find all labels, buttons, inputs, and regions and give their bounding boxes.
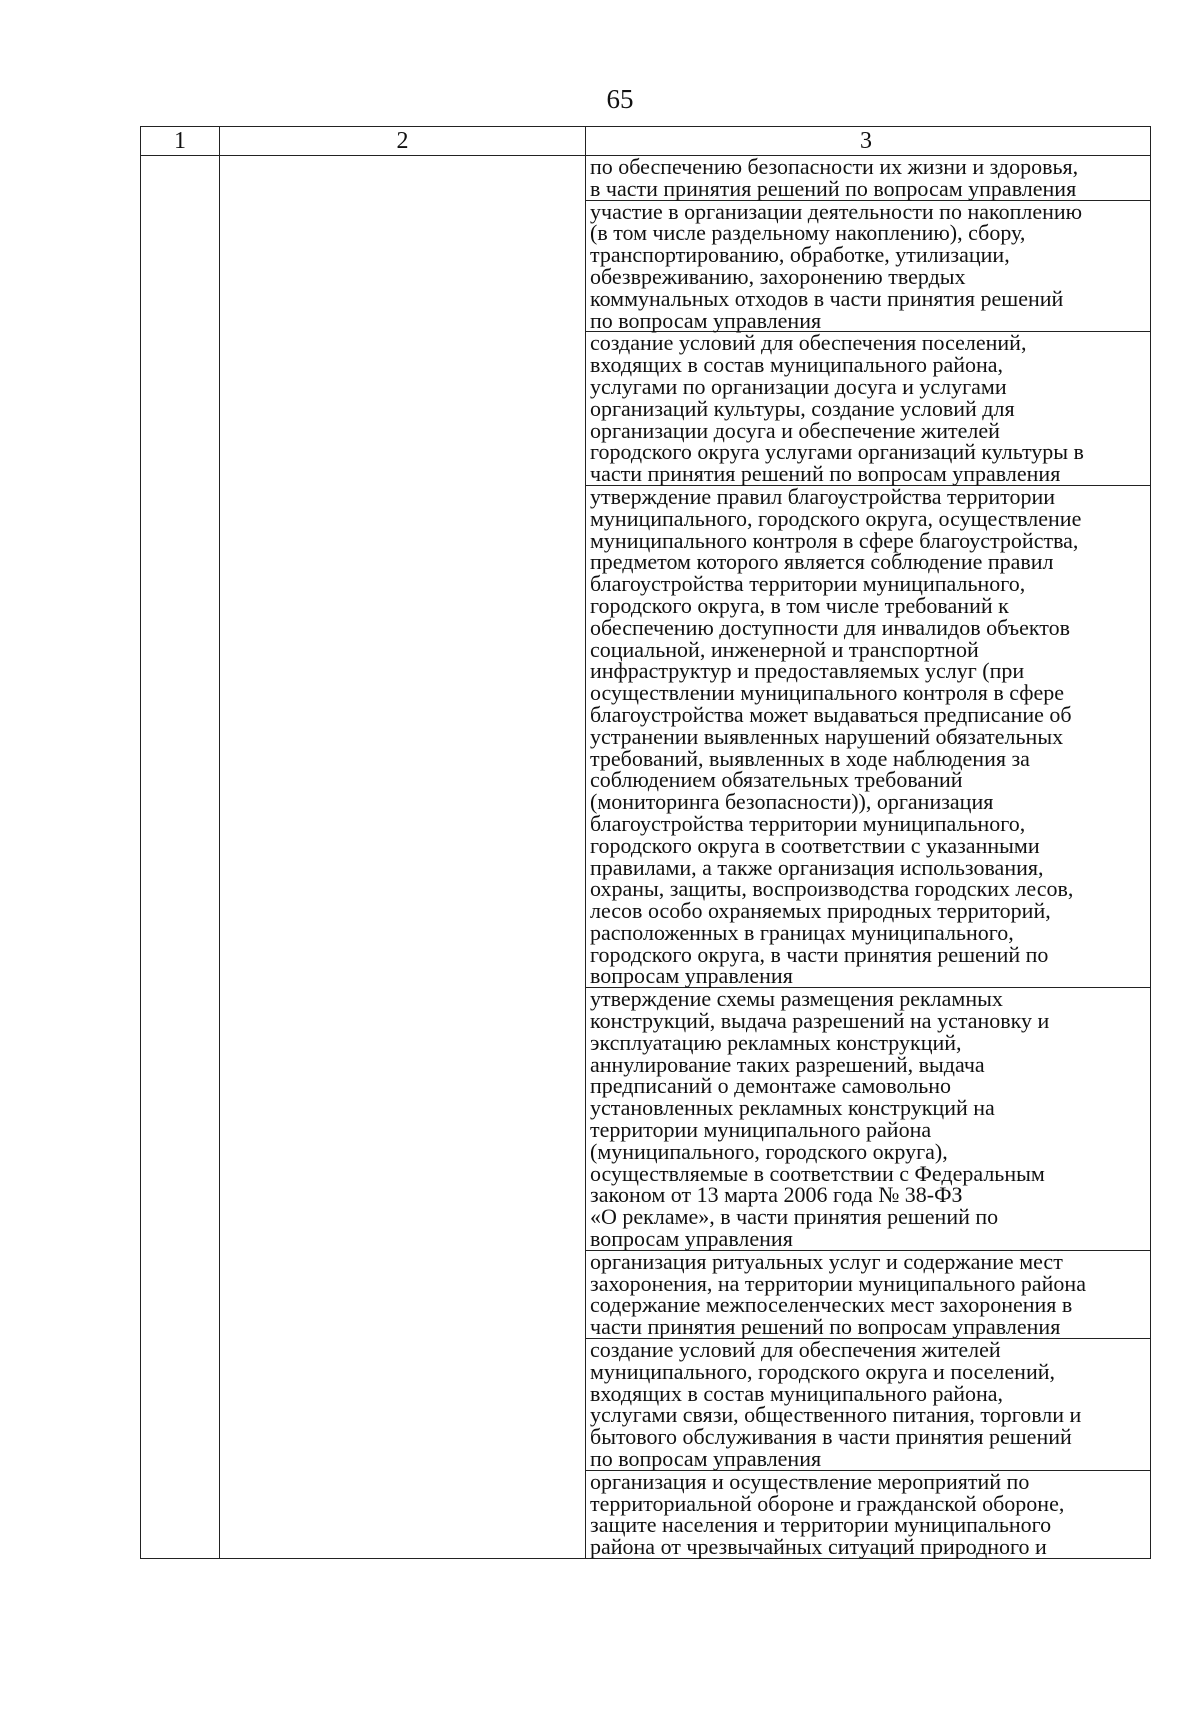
cell-text-line: вопросам управления [590, 1226, 793, 1252]
cell-text-line: благоустройства территории муниципального, [590, 810, 1026, 836]
cell-text-line: входящих в состав муниципального района, [590, 352, 1004, 378]
cell-text-line: территориальной обороне и гражданской обороне, [590, 1490, 1065, 1516]
cell-text-line: городского округа, в том числе требований к [590, 592, 1009, 618]
power-description-cell [586, 1339, 1151, 1471]
cell-text-line: социальной, инженерной и транспортной [590, 636, 979, 662]
cell-text-line: городского округа, в части принятия решений по [590, 941, 1049, 967]
cell-text-line: захоронения, на территории муниципального района [590, 1270, 1086, 1296]
cell-text-line: части принятия решений по вопросам управления [590, 1314, 1061, 1340]
page-number: 65 [606, 84, 634, 114]
cell-text-line: создание условий для обеспечения жителей [590, 1337, 1001, 1363]
cell-text-line: входящих в состав муниципального района, [590, 1380, 1004, 1406]
cell-text-line: организация и осуществление мероприятий по [590, 1468, 1030, 1494]
cell-text-line: эксплуатацию рекламных конструкций, [590, 1029, 962, 1055]
cell-text-line: городского округа в соответствии с указанными [590, 832, 1040, 858]
cell-text-line: по вопросам управления [590, 307, 822, 333]
powers-table [140, 126, 1151, 1559]
cell-text-line: обезвреживанию, захоронению твердых [590, 263, 966, 289]
power-description-cell [586, 200, 1151, 332]
column-header-2: 2 [220, 127, 586, 156]
cell-text-line: организаций культуры, создание условий для [590, 395, 1015, 421]
power-description-cell [586, 988, 1151, 1251]
table-row [141, 156, 1151, 201]
column-header-3: 3 [586, 127, 1151, 156]
cell-text-line: создание условий для обеспечения поселений, [590, 330, 1027, 356]
power-description-cell [586, 332, 1151, 486]
cell-text-line: (в том числе раздельному накоплению), сбору, [590, 220, 1026, 246]
cell-text-line: инфраструктур и предоставляемых услуг (при [590, 658, 1025, 684]
column-2-cell [220, 156, 586, 1559]
cell-text-line: организация ритуальных услуг и содержание мест [590, 1248, 1063, 1274]
cell-text-line: осуществляемые в соответствии с Федеральным [590, 1160, 1045, 1186]
cell-text-line: муниципального контроля в сфере благоустройства, [590, 527, 1079, 553]
cell-text-line: (мониторинга безопасности)), организация [590, 789, 994, 815]
cell-text-line: транспортированию, обработке, утилизации, [590, 242, 1010, 268]
cell-text-line: по вопросам управления [590, 1446, 822, 1472]
cell-text-line: благоустройства территории муниципального, [590, 571, 1026, 597]
cell-text-line: охраны, защиты, воспроизводства городских лесов, [590, 876, 1074, 902]
cell-text-line: содержание межпоселенческих мест захоронения в [590, 1292, 1073, 1318]
cell-text-line: установленных рекламных конструкций на [590, 1095, 995, 1121]
cell-text-line: устранении выявленных нарушений обязательных [590, 723, 1064, 749]
cell-text-line: (муниципального, городского округа), [590, 1138, 948, 1164]
cell-text-line: правилами, а также организация использования, [590, 854, 1044, 880]
column-1-cell [141, 156, 220, 1559]
cell-text-line: района от чрезвычайных ситуаций природного и [590, 1534, 1047, 1560]
cell-text-line: конструкций, выдача разрешений на установку и [590, 1008, 1050, 1034]
cell-text-line: осуществлении муниципального контроля в сфере [590, 680, 1065, 706]
cell-text-line: утверждение правил благоустройства территории [590, 483, 1055, 509]
table-header-row [141, 127, 1151, 156]
cell-text-line: бытового обслуживания в части принятия решений [590, 1424, 1072, 1450]
power-description-cell [586, 1470, 1151, 1558]
cell-text-line: организации досуга и обеспечение жителей [590, 417, 1000, 443]
table-body [141, 156, 1151, 1559]
cell-text-line: вопросам управления [590, 963, 793, 989]
column-header-1: 1 [141, 127, 220, 156]
cell-text-line: предметом которого является соблюдение правил [590, 549, 1054, 575]
cell-text-line: предписаний о демонтаже самовольно [590, 1073, 952, 1099]
cell-text-line: благоустройства может выдаваться предписание об [590, 701, 1072, 727]
cell-text-line: утверждение схемы размещения рекламных [590, 986, 1003, 1012]
cell-text-line: в части принятия решений по вопросам управления [590, 175, 1077, 201]
cell-text-line: услугами по организации досуга и услугами [590, 373, 1007, 399]
cell-text-line: аннулирование таких разрешений, выдача [590, 1051, 985, 1077]
power-description-cell [586, 156, 1151, 201]
cell-text-line: муниципального, городского округа, осуществление [590, 505, 1082, 531]
power-description-cell [586, 485, 1151, 987]
cell-text-line: лесов особо охраняемых природных территорий, [590, 898, 1051, 924]
cell-text-line: городского округа услугами организаций культуры в [590, 439, 1084, 465]
cell-text-line: части принятия решений по вопросам управления [590, 461, 1061, 487]
cell-text-line: участие в организации деятельности по накоплению [590, 198, 1083, 224]
cell-text-line: обеспечению доступности для инвалидов объектов [590, 614, 1070, 640]
cell-text-line: по обеспечению безопасности их жизни и здоровья, [590, 154, 1079, 179]
cell-text-line: «О рекламе», в части принятия решений по [590, 1204, 999, 1230]
cell-text-line: законом от 13 марта 2006 года № 38-ФЗ [590, 1182, 963, 1208]
cell-text-line: коммунальных отходов в части принятия решений [590, 285, 1064, 311]
cell-text-line: соблюдением обязательных требований [590, 767, 963, 793]
power-description-cell [586, 1250, 1151, 1338]
cell-text-line: расположенных в границах муниципального, [590, 919, 1014, 945]
cell-text-line: территории муниципального района [590, 1117, 932, 1143]
cell-text-line: услугами связи, общественного питания, торговли и [590, 1402, 1082, 1428]
cell-text-line: требований, выявленных в ходе наблюдения за [590, 745, 1030, 771]
cell-text-line: муниципального, городского округа и поселений, [590, 1358, 1055, 1384]
cell-text-line: защите населения и территории муниципального [590, 1512, 1052, 1538]
